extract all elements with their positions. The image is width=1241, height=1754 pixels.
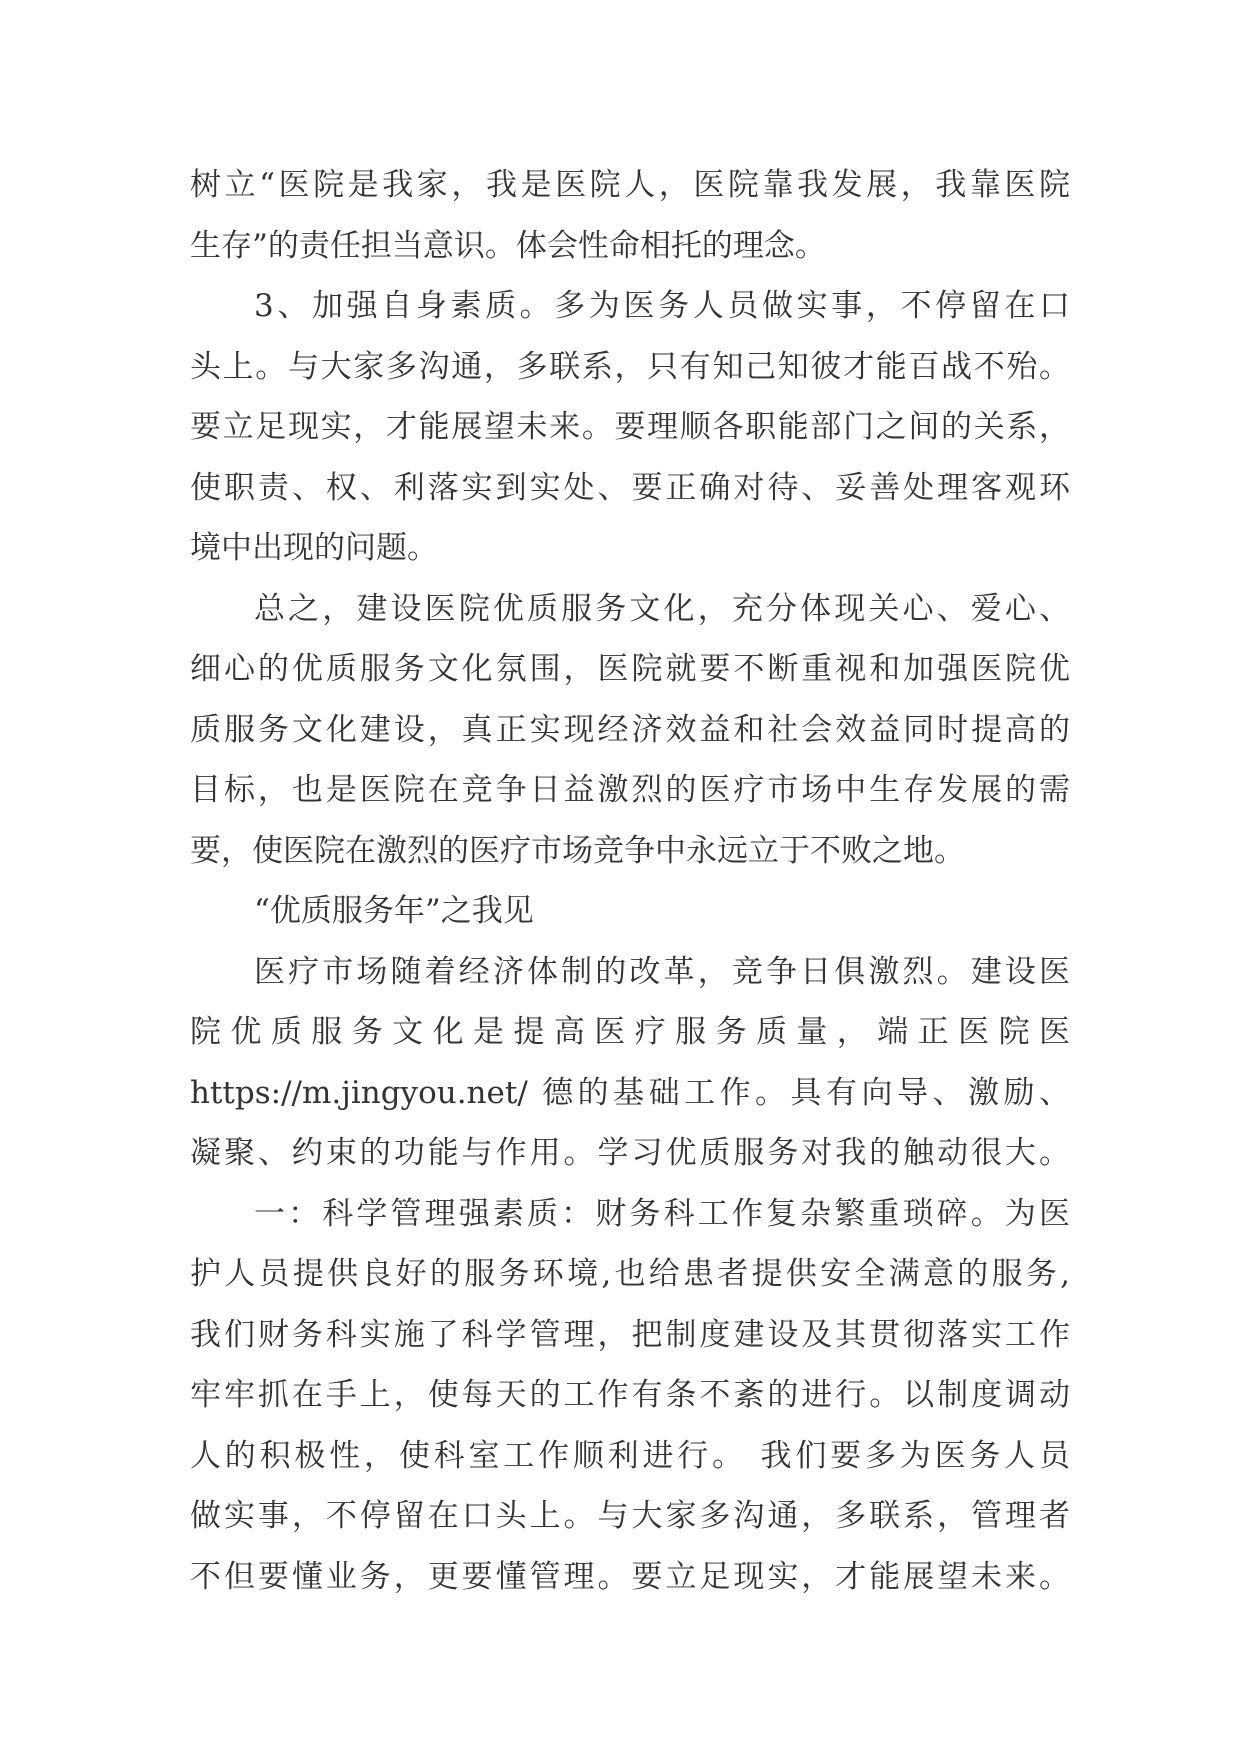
paragraph-start-line: 一：科学管理强素质：财务科工作复杂繁重琐碎。为医 [254,1195,1070,1232]
text-line: 要，使医院在激烈的医疗市场竞争中永远立于不败之地。 [190,832,965,869]
text-line: 要立足现实，才能展望未来。要理顺各职能部门之间的关系， [190,409,1070,445]
text-line: 做实事，不停留在口头上。与大家多沟通，多联系，管理者 [190,1498,1070,1534]
text-line-with-url: https://m.jingyou.net/ 德的基础工作。具有向导、激励、 [190,1074,1070,1111]
text-line: 目标，也是医院在竞争日益激烈的医疗市场中生存发展的需 [190,772,1070,808]
paragraph-start-line: 3、加强自身素质。多为医务人员做实事，不停留在口 [254,288,1070,324]
text-line: 牢牢抓在手上，使每天的工作有条不紊的进行。以制度调动 [190,1377,1070,1413]
text-line: 凝聚、约束的功能与作用。学习优质服务对我的触动很大。 [190,1135,1070,1171]
text-line: 质服务文化建设，真正实现经济效益和社会效益同时提高的 [190,711,1070,748]
text-line: 人的积极性，使科室工作顺利进行。 我们要多为医务人员 [190,1437,1070,1474]
text-line: 使职责、权、利落实到实处、要正确对待、妥善处理客观环 [190,469,1070,506]
text-line: 院优质服务文化是提高医疗服务质量，端正医院医 [190,1014,1070,1050]
paragraph-start-line: 总之，建设医院优质服务文化，充分体现关心、爱心、 [254,590,1070,627]
paragraph-start-line: 医疗市场随着经济体制的改革，竞争日俱激烈。建设医 [254,953,1070,990]
text-line: 生存”的责任担当意识。体会性命相托的理念。 [190,227,826,264]
text-line: 我们财务科实施了科学管理，把制度建设及其贯彻落实工作 [190,1316,1070,1353]
text-line: 细心的优质服务文化氛围，医院就要不断重视和加强医院优 [190,651,1070,687]
text-line: 不但要懂业务，更要懂管理。要立足现实，才能展望未来。 [190,1558,1070,1595]
section-title: “优质服务年”之我见 [254,893,534,929]
text-line: 护人员提供良好的服务环境,也给患者提供安全满意的服务, [190,1256,1070,1292]
body-text [190,155,1070,1607]
text-line: 头上。与大家多沟通，多联系，只有知己知彼才能百战不殆。 [190,348,1070,385]
text-line: 树立“医院是我家，我是医院人，医院靠我发展，我靠医院 [190,167,1070,203]
text-line: 境中出现的问题。 [190,530,438,566]
